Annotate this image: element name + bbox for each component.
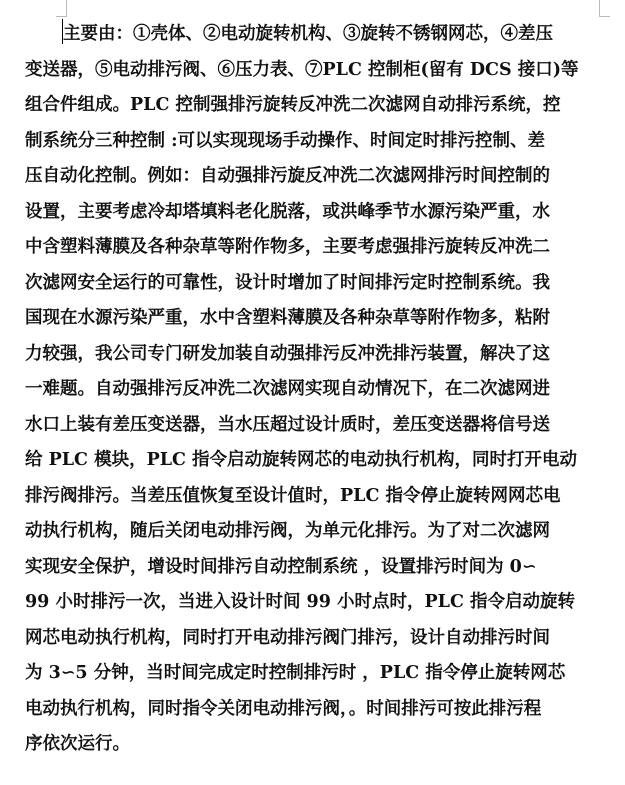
paragraph-line-3: 组合件组成。PLC 控制强排污旋转反冲洗二次滤网自动排污系统，控 [25,95,561,115]
document-body[interactable] [25,17,585,763]
paragraph-line-21: 序依次运行。 [25,734,130,754]
paragraph-line-12: 水口上装有差压变送器，当水压超过设计质时，差压变送器将信号送 [25,414,550,435]
paragraph-line-4: 制系统分三种控制 :可以实现现场手动操作、时间定时排污控制、差 [25,130,546,151]
paragraph-line-19: 为 3∽5 分钟，当时间完成定时控制排污时 ，PLC 指令停止旋转网芯 [25,663,566,683]
paragraph-line-6: 设置，主要考虑冷却塔填料老化脱落，或洪峰季节水源污染严重，水 [25,201,550,222]
paragraph-line-10: 力较强，我公司专门研发加装自动强排污反冲洗排污装置，解决了这 [25,343,550,364]
paragraph-line-11: 一难题。自动强排污反冲洗二次滤网实现自动情况下，在二次滤网进 [25,379,550,399]
paragraph-line-1: 主要由：①壳体、②电动旋转机构、③旋转不锈钢网芯，④差压 [63,24,553,44]
margin-corner-mark-right [599,0,610,17]
paragraph-line-5: 压自动化控制。例如：自动强排污旋反冲洗二次滤网排污时间控制的 [25,166,550,186]
paragraph-line-8: 次滤网安全运行的可靠性，设计时增加了时间排污定时控制系统。我 [25,272,550,293]
paragraph-line-9: 国现在水源污染严重，水中含塑料薄膜及各种杂草等附作物多，粘附 [25,308,550,328]
paragraph-line-17: 99 小时排污一次，当进入设计时间 99 小时点时，PLC 指令启动旋转 [25,592,575,612]
paragraph-line-15: 动执行机构，随后关闭电动排污阀，为单元化排污。为了对二次滤网 [25,521,550,541]
margin-corner-mark-left [56,0,67,17]
paragraph-line-13: 给 PLC 模块，PLC 指令启动旋转网芯的电动执行机构，同时打开电动 [25,450,578,470]
paragraph-line-14: 排污阀排污。当差压值恢复至设计值时，PLC 指令停止旋转网网芯电 [25,485,561,506]
paragraph-line-20: 电动执行机构，同时指令关闭电动排污阀，。时间排污可按此排污程 [25,698,542,719]
paragraph-line-18: 网芯电动执行机构，同时打开电动排污阀门排污，设计自动排污时间 [25,627,550,648]
paragraph-line-7: 中含塑料薄膜及各种杂草等附作物多，主要考虑强排污旋转反冲洗二 [25,237,550,257]
paragraph-line-2: 变送器，⑤电动排污阀、⑥压力表、⑦PLC 控制柜(留有 DCS 接口)等 [25,59,579,80]
paragraph-line-16: 实现安全保护，增设时间排污自动控制系统 ，设置排污时间为 0∽ [25,556,537,577]
